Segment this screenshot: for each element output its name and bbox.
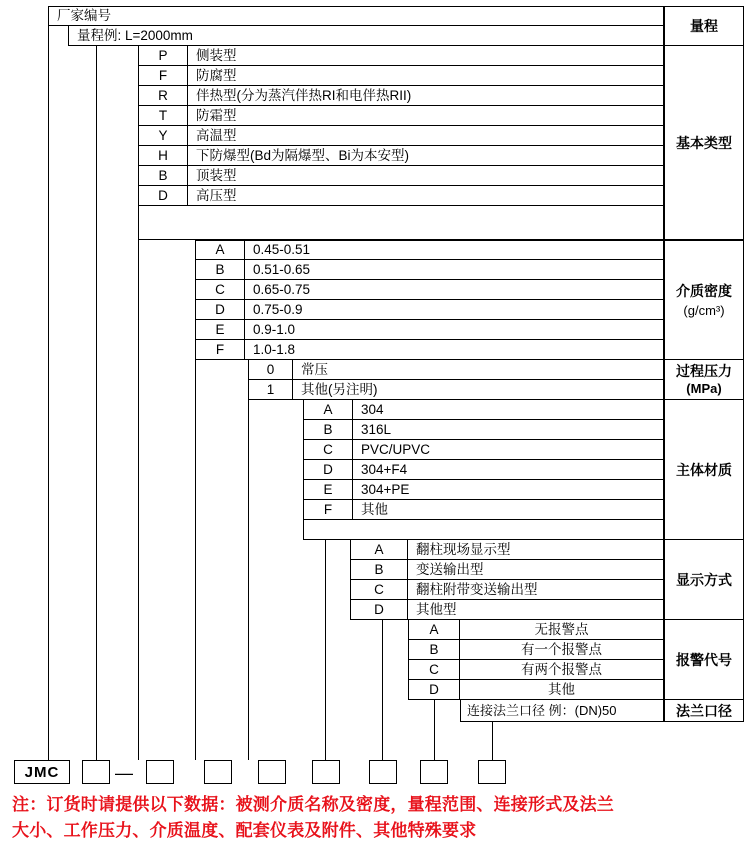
body-material-desc-1: 316L — [353, 420, 664, 440]
manufacturer-no-cell — [48, 6, 664, 26]
display-mode-desc-1: 变送输出型 — [408, 560, 664, 580]
alarm-code-code-2: C — [408, 660, 460, 680]
medium-density-desc-0: 0.45-0.51 — [245, 240, 664, 260]
group-label-medium-density: 介质密度 (g/cm³) — [664, 240, 744, 360]
body-material-desc-5: 其他 — [353, 500, 664, 520]
basic-type-desc-4: 高温型 — [188, 126, 664, 146]
manufacturer-no-label: 厂家编号 — [57, 8, 111, 24]
model-code-box-3[interactable] — [204, 760, 232, 784]
body-material-desc-3: 304+F4 — [353, 460, 664, 480]
model-code-box-8[interactable] — [478, 760, 506, 784]
group-label-alarm-code: 报警代号 — [664, 620, 744, 700]
process-pressure-unit: (MPa) — [686, 381, 722, 396]
basic-type-desc-7: 高压型 — [188, 186, 664, 206]
model-code-box-jmc[interactable]: JMC — [14, 760, 70, 784]
display-mode-code-1: B — [350, 560, 408, 580]
range-example-label: 量程例: L=2000mm — [77, 27, 193, 43]
medium-density-desc-3: 0.75-0.9 — [245, 300, 664, 320]
body-material-code-5: F — [303, 500, 353, 520]
medium-density-unit: (g/cm³) — [683, 302, 725, 318]
display-mode-code-3: D — [350, 600, 408, 620]
body-material-code-2: C — [303, 440, 353, 460]
basic-type-code-2: R — [138, 86, 188, 106]
model-code-box-2[interactable] — [146, 760, 174, 784]
model-code-box-7[interactable] — [420, 760, 448, 784]
medium-density-code-5: F — [195, 340, 245, 360]
connector-line-display-mode — [382, 620, 383, 760]
group-label-range: 量程 — [664, 6, 744, 46]
order-note-line-1: 注：订货时请提供以下数据：被测介质名称及密度，量程范围、连接形式及法兰 — [12, 795, 614, 814]
connector-line-process-pressure — [248, 400, 249, 760]
order-note-line-2: 大小、工作压力、介质温度、配套仪表及附件、其他特殊要求 — [12, 821, 477, 840]
display-mode-desc-3: 其他型 — [408, 600, 664, 620]
alarm-code-code-0: A — [408, 620, 460, 640]
alarm-code-desc-0: 无报警点 — [460, 620, 664, 640]
group-label-basic-type: 基本类型 — [664, 46, 744, 240]
basic-type-desc-6: 顶装型 — [188, 166, 664, 186]
basic-type-desc-0: 侧装型 — [188, 46, 664, 66]
process-pressure-code-1: 1 — [248, 380, 293, 400]
body-material-code-3: D — [303, 460, 353, 480]
medium-density-desc-4: 0.9-1.0 — [245, 320, 664, 340]
body-material-code-1: B — [303, 420, 353, 440]
connector-line-medium-density — [195, 360, 196, 760]
basic-type-code-7: D — [138, 186, 188, 206]
basic-type-code-1: F — [138, 66, 188, 86]
model-code-box-5[interactable] — [312, 760, 340, 784]
group-label-body-material: 主体材质 — [664, 400, 744, 540]
alarm-code-desc-2: 有两个报警点 — [460, 660, 664, 680]
medium-density-code-1: B — [195, 260, 245, 280]
basic-type-desc-2: 伴热型(分为蒸汽伴热RI和电伴热RII) — [188, 86, 664, 106]
group-label-flange-size: 法兰口径 — [664, 700, 744, 722]
medium-density-desc-1: 0.51-0.65 — [245, 260, 664, 280]
body-material-desc-2: PVC/UPVC — [353, 440, 664, 460]
flange-size-desc: 连接法兰口径 例：(DN)50 — [460, 700, 664, 722]
model-code-separator: — — [115, 763, 133, 783]
process-pressure-code-0: 0 — [248, 360, 293, 380]
body-material-desc-4: 304+PE — [353, 480, 664, 500]
connector-line-range — [96, 46, 97, 760]
basic-type-code-0: P — [138, 46, 188, 66]
basic-type-code-3: T — [138, 106, 188, 126]
display-mode-code-0: A — [350, 540, 408, 560]
basic-type-code-6: B — [138, 166, 188, 186]
body-material-spacer-row — [303, 520, 664, 540]
connector-line-flange-size — [492, 722, 493, 760]
model-code-box-6[interactable] — [369, 760, 397, 784]
display-mode-code-2: C — [350, 580, 408, 600]
display-mode-desc-0: 翻柱现场显示型 — [408, 540, 664, 560]
connector-line-alarm-code — [434, 700, 435, 760]
basic-type-spacer-row — [138, 206, 664, 240]
model-code-box-1[interactable] — [82, 760, 110, 784]
group-label-process-pressure: 过程压力 (MPa) — [664, 360, 744, 400]
connector-line-manufacturer — [48, 26, 49, 760]
process-pressure-desc-1: 其他(另注明) — [293, 380, 664, 400]
basic-type-desc-3: 防霜型 — [188, 106, 664, 126]
group-label-display-mode: 显示方式 — [664, 540, 744, 620]
basic-type-code-4: Y — [138, 126, 188, 146]
basic-type-desc-5: 下防爆型(Bd为隔爆型、Bi为本安型) — [188, 146, 664, 166]
display-mode-desc-2: 翻柱附带变送输出型 — [408, 580, 664, 600]
medium-density-code-3: D — [195, 300, 245, 320]
medium-density-code-2: C — [195, 280, 245, 300]
body-material-code-4: E — [303, 480, 353, 500]
alarm-code-desc-1: 有一个报警点 — [460, 640, 664, 660]
range-example-cell — [68, 26, 664, 46]
model-code-box-4[interactable] — [258, 760, 286, 784]
alarm-code-desc-3: 其他 — [460, 680, 664, 700]
connector-line-body-material — [325, 540, 326, 760]
basic-type-code-5: H — [138, 146, 188, 166]
body-material-desc-0: 304 — [353, 400, 664, 420]
basic-type-desc-1: 防腐型 — [188, 66, 664, 86]
alarm-code-code-1: B — [408, 640, 460, 660]
medium-density-code-0: A — [195, 240, 245, 260]
medium-density-desc-2: 0.65-0.75 — [245, 280, 664, 300]
connector-line-basic-type — [138, 240, 139, 760]
alarm-code-code-3: D — [408, 680, 460, 700]
body-material-code-0: A — [303, 400, 353, 420]
medium-density-code-4: E — [195, 320, 245, 340]
process-pressure-desc-0: 常压 — [293, 360, 664, 380]
medium-density-desc-5: 1.0-1.8 — [245, 340, 664, 360]
